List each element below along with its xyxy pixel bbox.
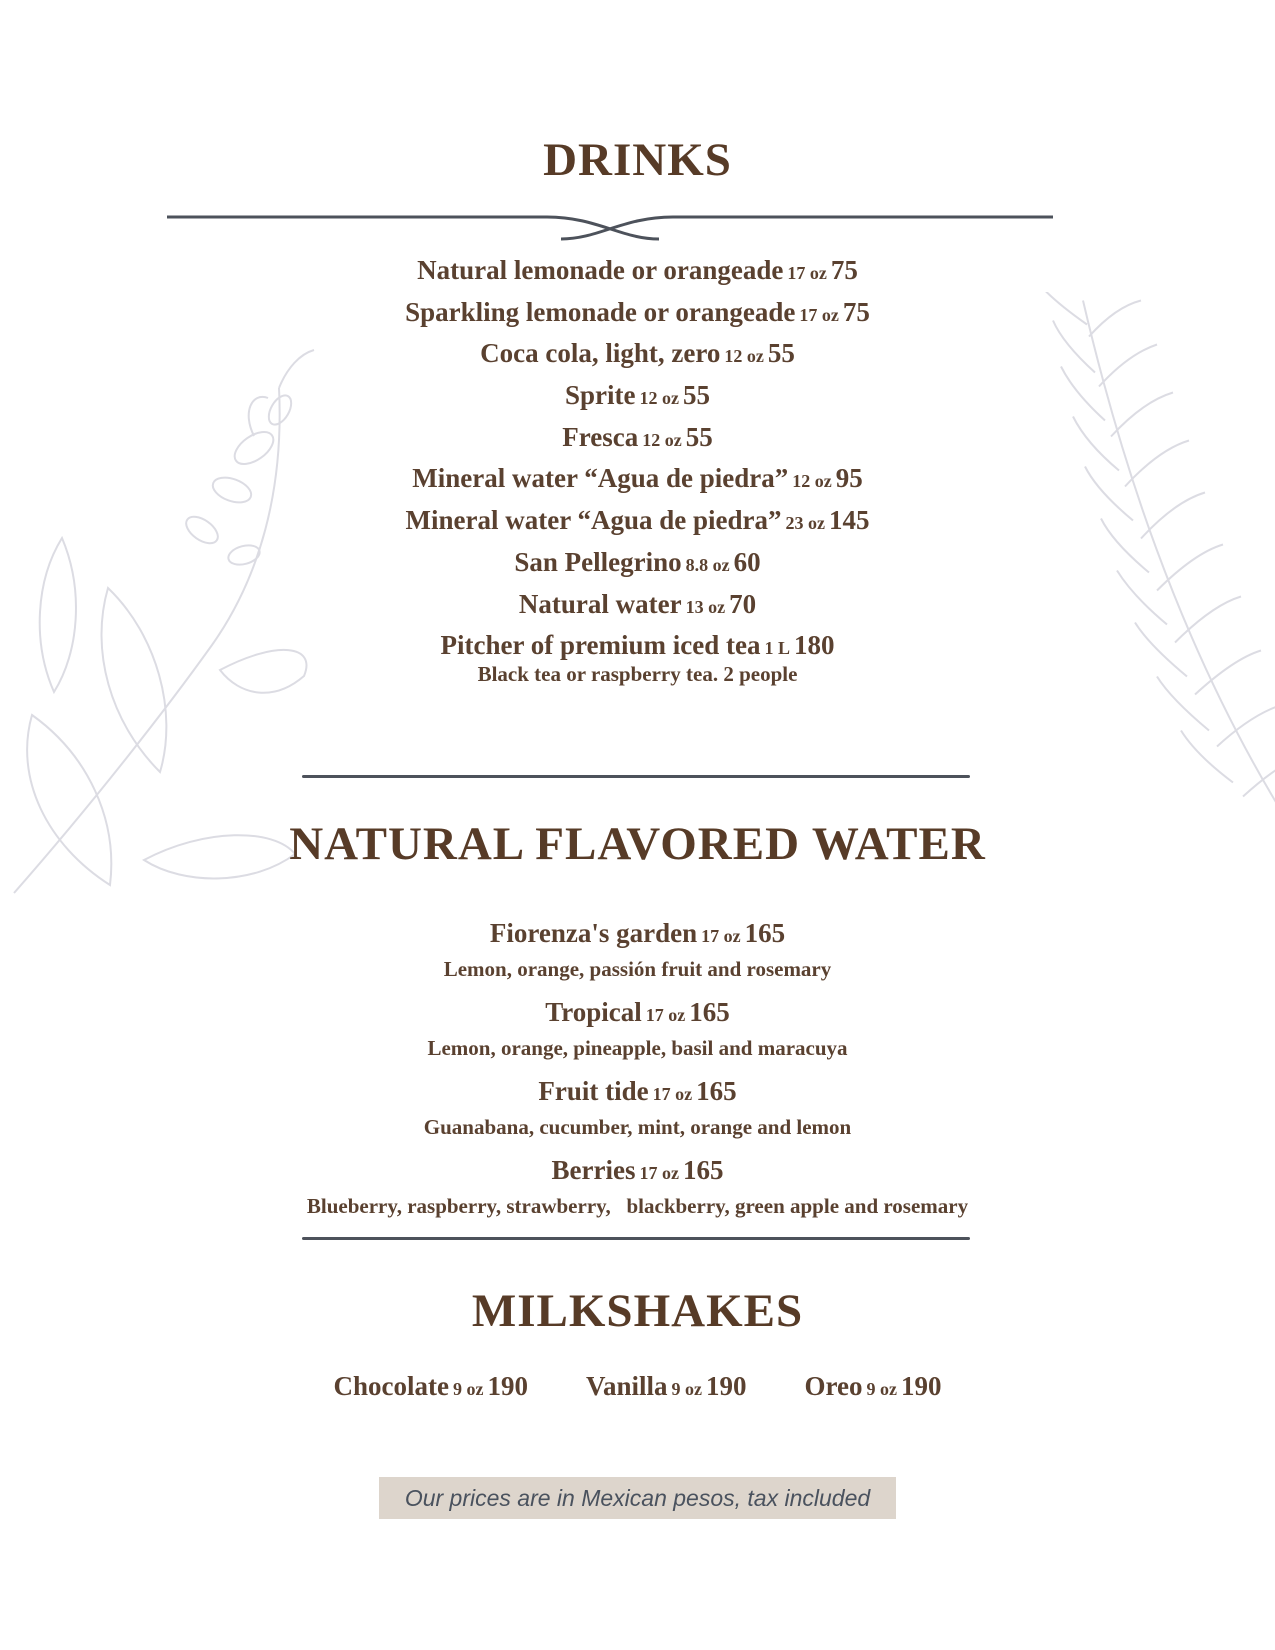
item-price: 95 [835,463,863,494]
item-name: Pitcher of premium iced tea [440,630,761,661]
menu-item-fresca [0,417,1275,459]
ornate-divider [165,209,1055,243]
item-size: 17 oz [787,263,827,283]
item-name: Natural water [518,588,682,619]
menu-item-mineral-water-12oz [0,458,1275,500]
item-name: Sprite [565,380,636,411]
item-price: 180 [793,630,835,661]
item-size: 17 oz [701,926,741,946]
item-name: Fruit tide [538,1076,649,1106]
item-price: 190 [487,1371,528,1401]
item-price: 165 [682,1155,724,1185]
item-price: 55 [767,338,795,369]
item-name: Vanilla [585,1371,668,1401]
item-price: 145 [828,505,870,536]
item-name: Tropical [545,997,642,1027]
menu-item-sparkling-lemonade [0,292,1275,334]
item-name: Sparkling lemonade or orangeade [405,296,796,327]
pricing-note: Our prices are in Mexican pesos, tax included [379,1477,896,1519]
item-price: 75 [830,255,858,285]
item-price: 70 [729,588,757,619]
item-price: 60 [733,546,761,577]
item-name: Fiorenza's garden [489,918,698,948]
item-name: Mineral water “Agua de piedra” [412,463,789,494]
item-name: Berries [551,1155,636,1185]
milkshakes-section-title: MILKSHAKES [471,1285,804,1337]
item-size: 17 oz [645,1005,686,1025]
flavored-water-section-title: NATURAL FLAVORED WATER [289,818,986,870]
menu-item-natural-lemonade [0,250,1275,292]
menu-item-sprite [0,375,1275,417]
footer [0,1477,1275,1519]
menu-item-san-pellegrino [0,542,1275,584]
item-name: Coca cola, light, zero [480,338,721,369]
item-price: 190 [706,1371,747,1401]
drinks-section-title: DRINKS [543,134,732,186]
item-price: 165 [744,918,786,948]
item-size: 8.8 oz [685,554,730,575]
menu-item-chocolate-milkshake [333,1366,527,1411]
item-price: 55 [683,380,710,411]
item-size: 12 oz [792,471,832,492]
item-description: Lemon, orange, pineapple, basil and maracuya [427,1036,848,1060]
item-name: Mineral water “Agua de piedra” [405,505,782,536]
item-price: 75 [842,296,870,327]
item-description: Guanabana, cucumber, mint, orange and lemon [423,1115,852,1139]
flavored-water-item-list [0,915,1275,1231]
menu-item-oreo-milkshake [805,1366,942,1411]
item-name: Natural lemonade or orangeade [417,255,784,285]
drinks-item-list [0,250,1275,687]
section-divider [302,1237,970,1240]
item-name: Oreo [804,1371,863,1401]
item-size: 13 oz [685,596,726,617]
item-size: 12 oz [642,429,682,450]
item-size: 9 oz [866,1379,897,1399]
item-description: Lemon, orange, passión fruit and rosemary [443,957,832,981]
menu-item-tropical [0,994,1275,1061]
menu-item-fruit-tide [0,1073,1275,1140]
item-name: San Pellegrino [514,546,682,577]
item-name: Fresca [562,421,639,452]
item-name: Chocolate [333,1371,449,1401]
item-size: 17 oz [799,304,839,325]
menu-item-fiorenzas-garden [0,915,1275,982]
item-size: 12 oz [724,346,764,367]
item-price: 165 [696,1076,737,1106]
item-size: 9 oz [671,1379,703,1399]
item-size: 23 oz [785,513,825,534]
menu-item-mineral-water-23oz [0,500,1275,542]
item-size: 12 oz [639,388,679,409]
item-size: 17 oz [639,1163,679,1183]
menu-item-vanilla-milkshake [586,1366,747,1411]
item-price: 190 [901,1371,942,1401]
menu-item-coca-cola [0,333,1275,375]
item-description: Black tea or raspberry tea. 2 people [477,661,798,686]
section-divider [302,775,970,778]
item-description: Blueberry, raspberry, strawberry, blackberry, green apple and rosemary [306,1194,969,1218]
item-size: 1 L [764,638,790,659]
item-price: 165 [689,997,730,1027]
milkshakes-item-row [0,1366,1275,1411]
item-size: 9 oz [452,1379,484,1399]
menu-item-natural-water [0,584,1275,626]
menu-item-berries [0,1152,1275,1219]
item-size: 17 oz [652,1084,693,1104]
item-price: 55 [685,421,713,452]
